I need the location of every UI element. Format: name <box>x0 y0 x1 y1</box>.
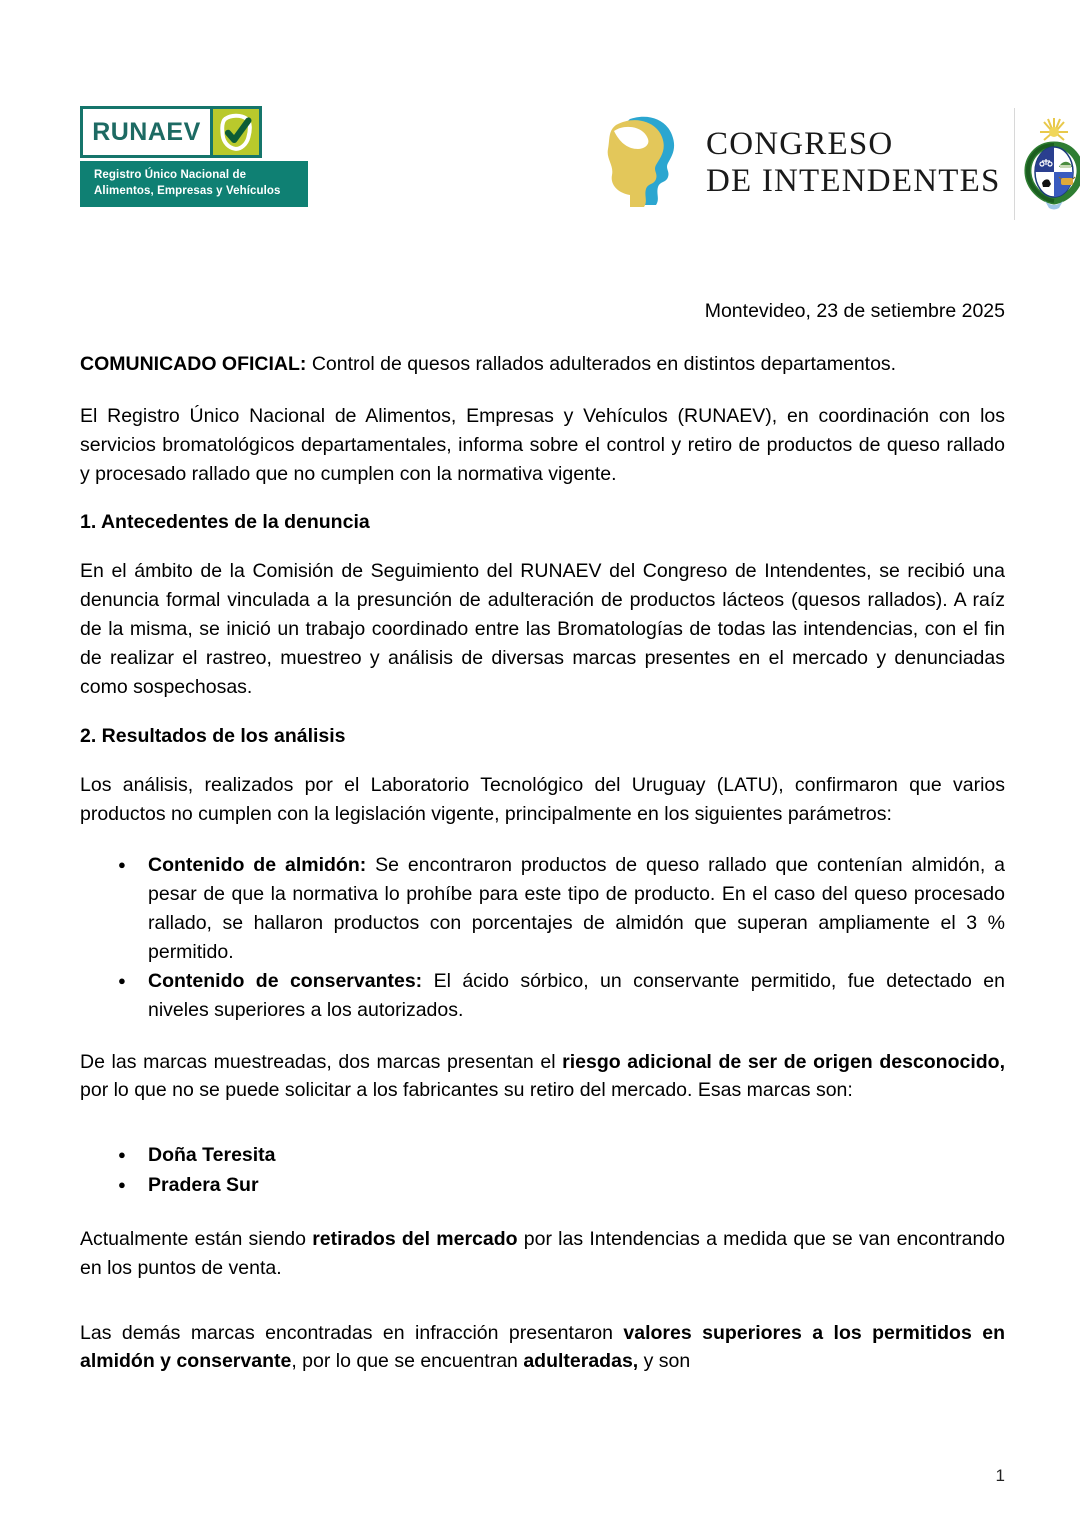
document-body <box>80 300 1005 1399</box>
headline-paragraph <box>80 350 1005 379</box>
section-2-paragraph: Los análisis, realizados por el Laboratorio Tecnológico del Uruguay (LATU), confirmaron que varios productos no cumplen con la legislación vigente, principalmente en los siguientes parámetros: <box>80 773 1005 825</box>
spacer <box>80 1306 1005 1319</box>
runaev-acronym-text: RUNAEV <box>92 117 201 146</box>
check-in-uruguay-map-icon <box>210 106 262 158</box>
page-number: 1 <box>995 1466 1005 1485</box>
dateline: Montevideo, 23 de setiembre 2025 <box>704 300 1005 322</box>
uruguay-coat-of-arms-icon <box>1019 115 1080 211</box>
document-header <box>0 0 1080 230</box>
list-item <box>148 967 1005 1025</box>
congreso-logo-text <box>706 126 1001 200</box>
finding-text: El ácido sórbico, un conservante permitido, fue detectado en niveles superiores a los autorizados. <box>148 969 1005 1021</box>
section-1-heading: 1. Antecedentes de la denuncia <box>80 511 370 534</box>
finding-label: Contenido de conservantes: <box>148 969 423 992</box>
list-item: ● Pradera Sur <box>148 1171 1005 1200</box>
other-brands-paragraph <box>80 1319 1005 1377</box>
unknown-origin-brand-list <box>80 1141 1005 1200</box>
unknown-origin-text-after: por lo que no se puede solicitar a los fabricantes su retiro del mercado. Esas marcas son: <box>80 1079 853 1102</box>
unknown-origin-bold: riesgo adicional de ser de origen desconocido, <box>562 1050 1005 1073</box>
headline-text: Control de quesos rallados adulterados en distintos departamentos. <box>306 353 897 375</box>
runaev-tagline-line2: Alimentos, Empresas y Vehículos <box>94 184 281 197</box>
unknown-origin-text-before: De las marcas muestreadas, dos marcas presentan el <box>80 1050 563 1073</box>
withdrawal-text-after: por las Intendencias a medida que se van encontrando en los puntos de venta. <box>80 1227 1005 1279</box>
other-brands-bold-1: valores superiores a los permitidos en almidón y conservante <box>80 1321 1005 1373</box>
runaev-logo-top <box>80 106 308 158</box>
intro-paragraph: El Registro Único Nacional de Alimentos, Empresas y Vehículos (RUNAEV), en coordinación con los servicios bromatológicos departamentales, informa sobre el control y retiro de productos de queso rallado y procesado rallado que no cumplen con la normativa vigente. <box>80 404 1005 485</box>
congreso-de-intendentes-logo <box>600 108 1080 218</box>
withdrawal-paragraph <box>80 1225 1005 1283</box>
withdrawal-bold: retirados del mercado <box>312 1227 518 1250</box>
list-item <box>148 851 1005 966</box>
other-brands-text-before: Las demás marcas encontradas en infracción presentaron <box>80 1321 624 1344</box>
finding-label: Contenido de almidón: <box>148 854 367 877</box>
unknown-origin-paragraph <box>80 1048 1005 1106</box>
section-2-heading: 2. Resultados de los análisis <box>80 724 346 747</box>
header-divider <box>1014 108 1015 220</box>
findings-list <box>80 851 1005 1024</box>
runaev-tagline-line1: Registro Único Nacional de <box>94 169 247 181</box>
runaev-logo <box>80 106 308 207</box>
list-item: ● Doña Teresita <box>148 1141 1005 1170</box>
headline-label: COMUNICADO OFICIAL: <box>80 353 307 375</box>
withdrawal-text-before: Actualmente están siendo <box>80 1227 313 1250</box>
congreso-logo-line2: DE INTENDENTES <box>706 163 1001 199</box>
runaev-tagline-band <box>80 161 308 207</box>
spacer <box>80 1128 1005 1141</box>
other-brands-bold-2: adulteradas, <box>523 1350 639 1373</box>
finding-text: Se encontraron productos de queso rallado que contenían almidón, a pesar de que la normativa lo prohíbe para este tipo de producto. En el caso del queso procesado rallado, se hallaron productos con porcentajes de almidón que superan ampliamente el 3 % permitido. <box>148 854 1006 964</box>
other-brands-text-after: y son <box>638 1350 691 1373</box>
section-1-paragraph: En el ámbito de la Comisión de Seguimiento del RUNAEV del Congreso de Intendentes, se recibió una denuncia formal vinculada a la presunción de adulteración de productos lácteos (quesos rallados). A raíz de la misma, se inició un trabajo coordinado entre las Bromatologías de todas las intendencias, con el fin de realizar el rastreo, muestreo y análisis de diversas marcas presentes en el mercado y denunciadas como sospechosas. <box>80 560 1005 698</box>
congreso-logo-line1: CONGRESO <box>706 126 894 163</box>
runaev-acronym-box <box>80 106 210 158</box>
two-head-profiles-icon <box>600 111 692 215</box>
other-brands-text-middle: , por lo que se encuentran <box>291 1350 524 1373</box>
